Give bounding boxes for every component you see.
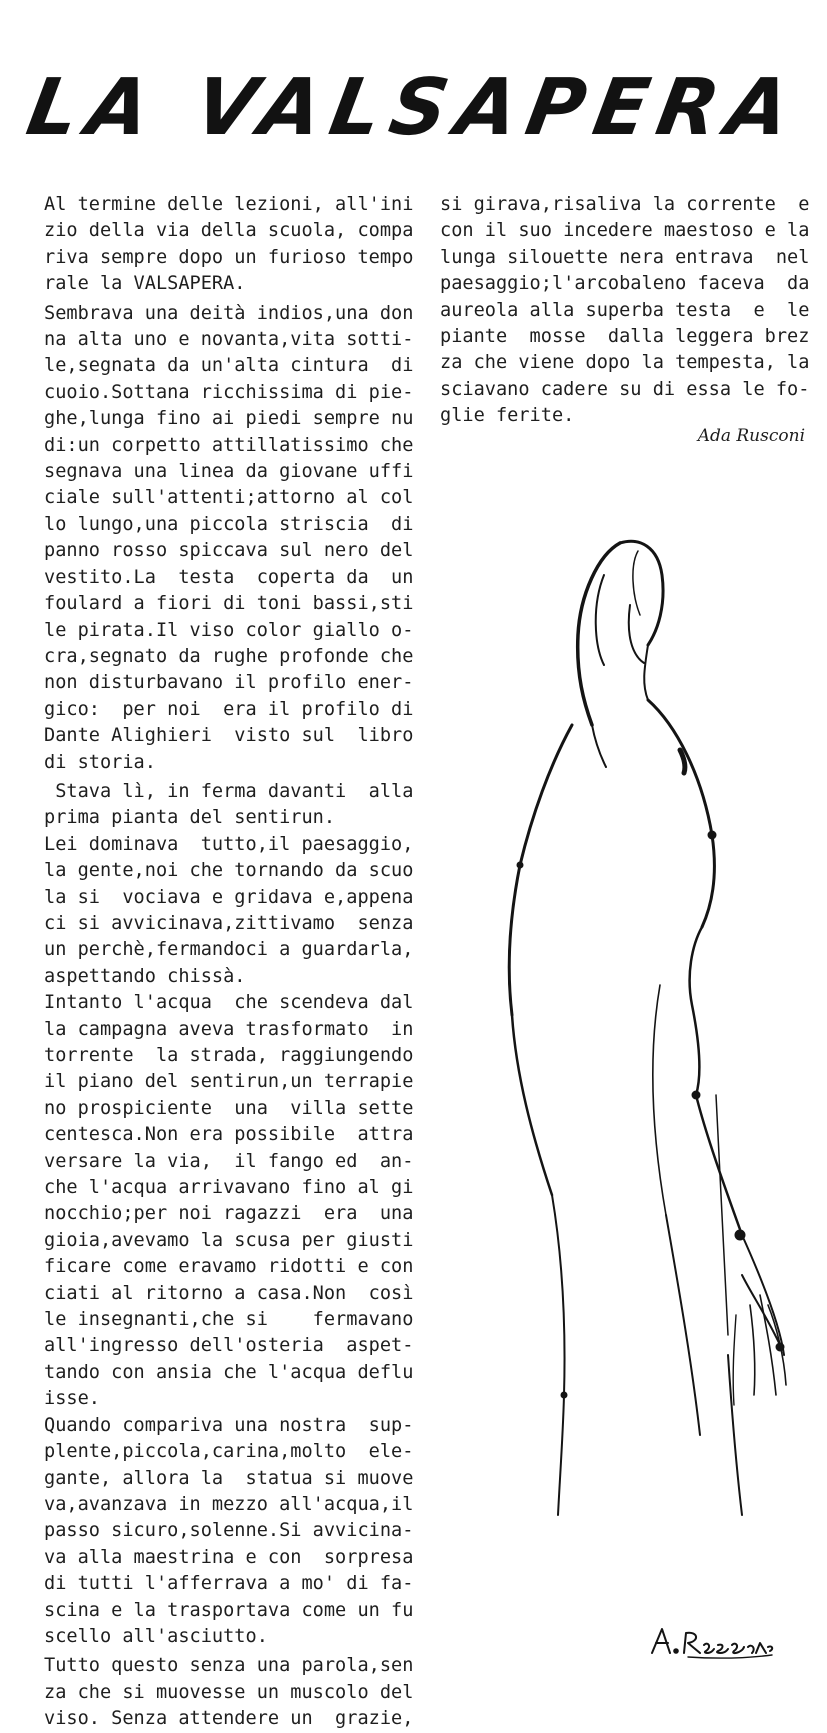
left-column (44, 192, 420, 1733)
paragraph: Tutto questo senza una parola,sen za che si muovesse un muscolo del viso. Senza attendere un grazie, (44, 1655, 414, 1730)
paragraph: si girava,risaliva la corrente e con il suo incedere maestoso e la lunga silouette nera entrava nel paesaggio;l'arcobaleno faceva da aureola alla superba testa e le piante mosse dalla leggera brez za che viene dopo la tempesta, la sciavano cadere su di essa le fo- glie ferite. (440, 194, 810, 427)
woman-sketch-illustration (480, 535, 800, 1535)
right-column (440, 192, 808, 430)
paragraph: Al termine delle lezioni, all'ini zio della via della scuola, compa riva sempre dopo un furioso tempo rale la VALSAPERA. (44, 194, 414, 295)
author-signature: Ada Rusconi (697, 426, 805, 446)
paragraph: Sembrava una deità indios,una don na alta uno e novanta,vita sotti- le,segnata da un'alta cintura di cuoio.Sottana ricchissima di pie- ghe,lunga fino ai piedi sempre nu di:un corpetto attillatissimo che segnava una linea da giovane uffi ciale sull'attenti;attorno al col lo lungo,una piccola striscia di panno rosso spiccava sul nero del vestito.La testa coperta da un foulard a fiori di toni bassi,sti le pirata.Il viso color giallo o- cra,segnato da rughe profonde che non disturbavano il profilo ener- gico: per noi era il profilo di Dante Alighieri visto sul libro di storia. (44, 302, 414, 773)
page-title: LA VALSAPERA (20, 63, 807, 153)
paragraph: Stava lì, in ferma davanti alla prima pianta del sentirun. Lei dominava tutto,il paesaggio, la gente,noi che tornando da scuo la si vociava e gridava e,appena ci si avvicinava,zittivamo senza un perchè,fermandoci a guardarla, aspettando chissà. Intanto l'acqua che scendeva dal la campagna aveva trasformato in torrente la strada, raggiungendo il piano del sentirun,un terrapie no prospiciente una villa sette centesca.Non era possibile attra versare la via, il fango ed an- che l'acqua arrivavano fino al gi nocchio;per noi ragazzi era una gioia,avevamo la scusa per giusti ficare come eravamo ridotti e con ciati al ritorno a casa.Non così le insegnanti,che si fermavano all'ingresso dell'osteria aspet- tando con ansia che l'acqua deflu isse. Quando compariva una nostra sup- plente,piccola,carina,molto ele- gante, allora la statua si muove va,avanzava in mezzo all'acqua,il passo sicuro,solenne.Si avvicina- va alla maestrina e con sorpresa di tutti l'afferrava a mo' di fa- scina e la trasportava come un fu scello all'asciutto. (44, 780, 414, 1647)
artist-signature (648, 1625, 778, 1661)
